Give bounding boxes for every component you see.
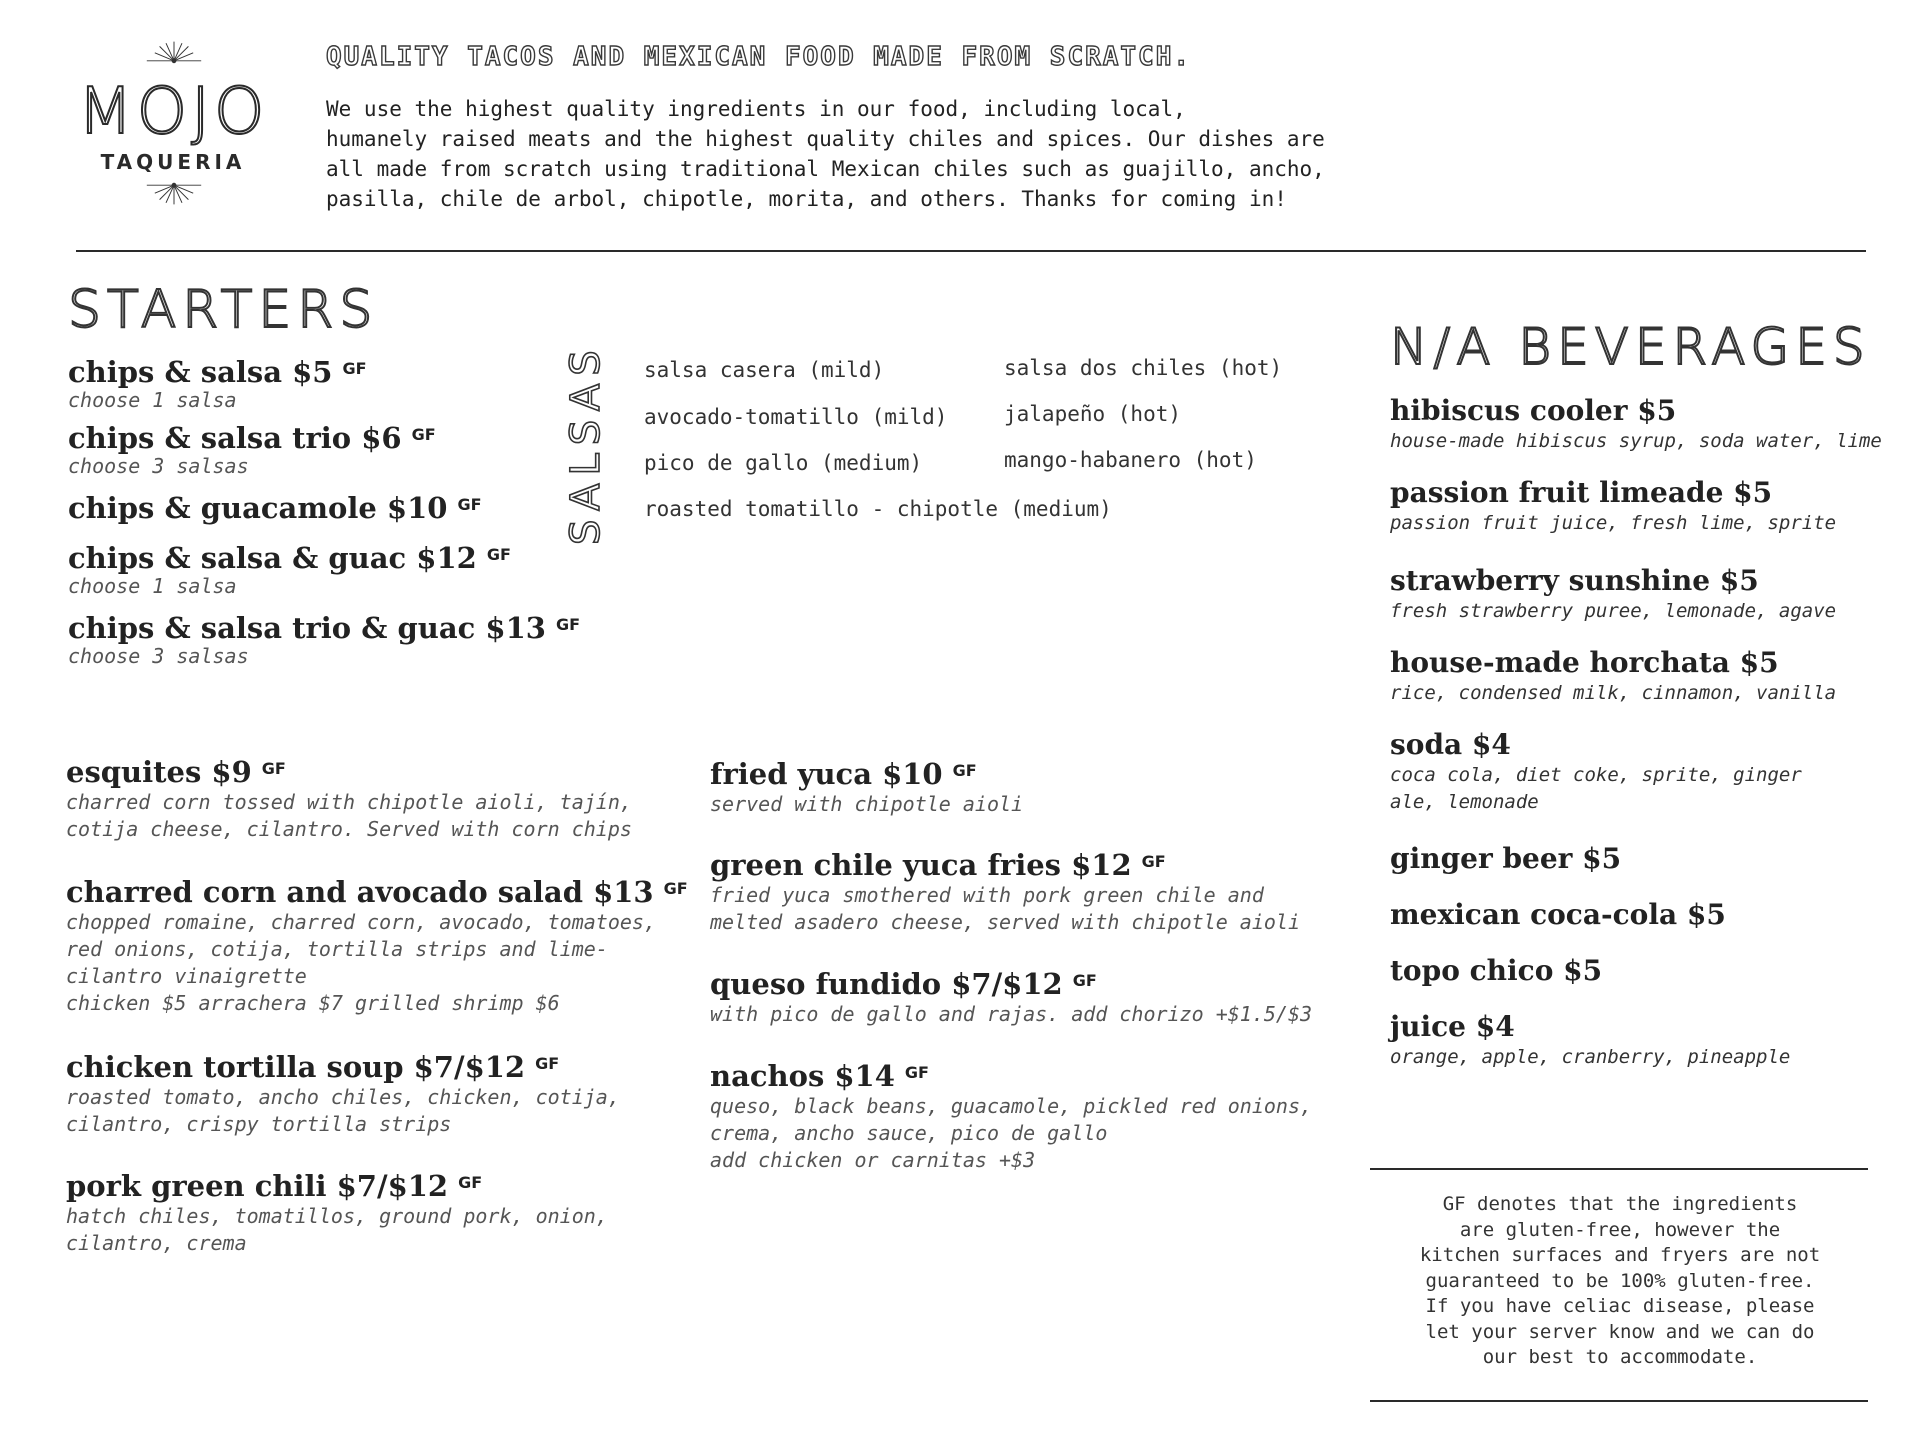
item-name: chips & salsa $5 [68,355,333,389]
salsa-item: pico de gallo (medium) [644,451,923,475]
note-divider-top [1370,1168,1868,1170]
gf-badge: GF [1072,971,1097,990]
item-name: queso fundido $7/$12 [710,967,1063,1001]
item-desc-line: melted asadero cheese, served with chipotle aioli [710,910,1301,934]
intro-line: all made from scratch using traditional Mexican chiles such as guajillo, ancho, [326,157,1325,181]
tagline: QUALITY TACOS AND MEXICAN FOOD MADE FROM SCRATCH. [326,42,1192,72]
menu-item [66,1047,620,1138]
item-desc-line: red onions, cotija, tortilla strips and lime- [66,937,608,961]
beverage-item [1390,564,1836,625]
item-desc-line: coca cola, diet coke, sprite, ginger [1390,764,1802,786]
item-desc: choose 3 salsas [68,644,249,668]
item-name: pork green chili $7/$12 [66,1169,449,1203]
gf-badge: GF [411,425,436,444]
intro-line: pasilla, chile de arbol, chipotle, morita, and others. Thanks for coming in! [326,187,1287,211]
sunburst-icon [140,40,208,64]
intro-text [326,94,1326,214]
item-desc-line: add chicken or carnitas +$3 [710,1148,1036,1172]
menu-item [68,488,482,525]
menu-item [710,1056,1312,1174]
item-name: charred corn and avocado salad $13 [66,875,654,909]
salsa-item: salsa casera (mild) [644,358,885,382]
salsas-title: SALSAS [563,342,609,545]
item-desc-line: served with chipotle aioli [710,792,1024,816]
item-name: topo chico $5 [1390,954,1603,987]
gf-badge: GF [342,359,367,378]
item-desc-line: cilantro, crispy tortilla strips [66,1112,452,1136]
item-desc: choose 1 salsa [68,388,237,412]
item-desc-line: chicken $5 arrachera $7 grilled shrimp $6 [66,991,560,1015]
menu-item [710,754,1023,818]
gf-badge: GF [555,615,580,634]
gf-note-line: If you have celiac disease, please [1425,1295,1815,1317]
item-name: strawberry sunshine $5 [1390,564,1759,597]
salsa-item: salsa dos chiles (hot) [1004,356,1283,380]
menu-item [68,418,436,477]
item-name: nachos $14 [710,1059,895,1093]
gf-badge: GF [535,1054,560,1073]
gf-badge: GF [457,495,482,514]
gf-badge: GF [904,1063,929,1082]
gf-badge: GF [952,761,977,780]
item-name: chips & guacamole $10 [68,491,448,525]
note-divider-bottom [1370,1400,1868,1402]
item-desc-line: charred corn tossed with chipotle aioli, tajín, [66,790,632,814]
beverage-item [1390,954,1602,988]
item-desc-line: fresh strawberry puree, lemonade, agave [1390,600,1837,622]
beverage-item [1390,476,1836,537]
gf-badge: GF [261,759,286,778]
gf-note-line: kitchen surfaces and fryers are not [1419,1244,1821,1266]
item-desc-line: cotija cheese, cilantro. Served with corn chips [66,817,632,841]
menu-item [66,872,688,1017]
item-name: chicken tortilla soup $7/$12 [66,1050,526,1084]
item-desc-line: fried yuca smothered with pork green chile and [710,883,1264,907]
intro-line: We use the highest quality ingredients in our food, including local, [326,97,1186,121]
item-name: soda $4 [1390,728,1511,761]
intro-line: humanely raised meats and the highest quality chiles and spices. Our dishes are [326,127,1325,151]
item-name: juice $4 [1390,1010,1515,1043]
item-desc-line: roasted tomato, ancho chiles, chicken, cotija, [66,1085,620,1109]
gf-note-line: are gluten-free, however the [1459,1218,1781,1241]
menu-item [66,1166,608,1257]
menu-item [68,608,580,667]
menu-item [710,845,1300,936]
item-desc-line: cilantro vinaigrette [66,964,307,988]
item-name: fried yuca $10 [710,757,943,791]
item-desc-line: orange, apple, cranberry, pineapple [1390,1046,1791,1068]
item-name: ginger beer $5 [1390,842,1622,875]
item-desc-line: ale, lemonade [1390,791,1539,813]
item-desc-line: cilantro, crema [66,1231,247,1255]
item-name: green chile yuca fries $12 [710,848,1132,882]
item-name: chips & salsa trio & guac $13 [68,611,546,645]
gf-note [1372,1192,1868,1371]
beverage-item [1390,646,1836,707]
item-desc: choose 3 salsas [68,454,249,478]
item-desc-line: passion fruit juice, fresh lime, sprite [1390,512,1837,534]
item-desc-line: crema, ancho sauce, pico de gallo [710,1121,1108,1145]
item-name: chips & salsa trio $6 [68,421,402,455]
item-desc-line: house-made hibiscus syrup, soda water, lime [1390,430,1882,452]
beverage-item [1390,728,1802,816]
menu-item [710,964,1312,1028]
menu-item [68,538,511,597]
salsa-item: avocado-tomatillo (mild) [644,405,948,429]
item-desc: choose 1 salsa [68,574,237,598]
item-desc-line: queso, black beans, guacamole, pickled red onions, [710,1094,1313,1118]
beverage-item [1390,1010,1790,1071]
item-name: mexican coca-cola $5 [1390,898,1726,931]
salsa-item: jalapeño (hot) [1004,402,1182,426]
item-desc-line: hatch chiles, tomatillos, ground pork, onion, [66,1204,608,1228]
item-name: chips & salsa & guac $12 [68,541,477,575]
header-divider [76,250,1866,252]
menu-item [68,352,367,411]
item-name: passion fruit limeade $5 [1390,476,1773,509]
gf-note-line: GF denotes that the ingredients [1442,1193,1798,1215]
gf-note-line: let your server know and we can do [1425,1320,1815,1343]
menu-item [66,752,632,843]
sunburst-icon [140,182,208,206]
gf-note-line: our best to accommodate. [1482,1346,1758,1368]
item-name: esquites $9 [66,755,252,789]
gf-badge: GF [1141,852,1166,871]
item-name: hibiscus cooler $5 [1390,394,1677,427]
beverage-item [1390,394,1882,455]
beverage-item [1390,898,1726,932]
starters-title: STARTERS [68,280,379,340]
item-desc-line: rice, condensed milk, cinnamon, vanilla [1390,682,1837,704]
salsa-item: roasted tomatillo - chipotle (medium) [644,497,1112,521]
item-name: house-made horchata $5 [1390,646,1779,679]
gf-badge: GF [663,879,688,898]
beverage-item [1390,842,1621,876]
beverages-title: N/A BEVERAGES [1390,318,1871,376]
logo-wordmark: MOJO [77,75,269,149]
salsa-item: mango-habanero (hot) [1004,448,1257,472]
item-desc-line: with pico de gallo and rajas. add chorizo +$1.5/$3 [710,1002,1313,1026]
gf-badge: GF [486,545,511,564]
gf-badge: GF [458,1173,483,1192]
item-desc-line: chopped romaine, charred corn, avocado, tomatoes, [66,910,657,934]
gf-note-line: guaranteed to be 100% gluten-free. [1425,1269,1815,1292]
logo-subtitle: TAQUERIA [100,150,246,174]
